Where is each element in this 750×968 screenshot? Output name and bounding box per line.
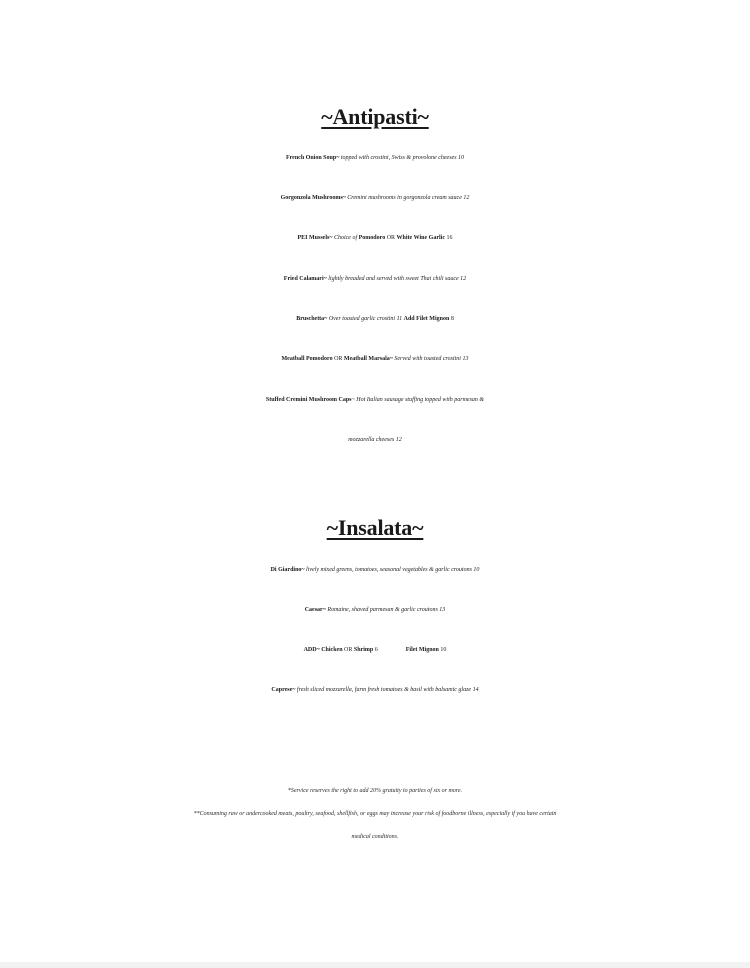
item-option: Pomodoro (358, 235, 386, 241)
item-desc: Over toasted garlic crostini 11 (327, 316, 404, 322)
menu-item-stuffed-mushroom-caps (0, 390, 750, 410)
item-price: 8 (449, 316, 454, 322)
menu-item-stuffed-mushroom-caps-cont (0, 430, 750, 450)
menu-item-pei-mussels (0, 228, 750, 248)
item-name: French Onion Soup~ (285, 155, 340, 161)
menu-item-bruschetta (0, 309, 750, 329)
item-name: PEI Mussels~ (297, 235, 333, 241)
item-name: Di Giardino~ (270, 567, 305, 573)
menu-item-fried-calamari (0, 269, 750, 289)
item-or: OR (385, 235, 397, 241)
menu-item-salad-addons (0, 640, 750, 660)
item-price: 16 (445, 235, 453, 241)
antipasti-title: ~Antipasti~ (321, 104, 429, 129)
insalata-title: ~Insalata~ (326, 515, 424, 540)
item-or: OR (342, 647, 354, 653)
item-desc: lively mixed greens, tomatoes, seasonal vegetables & garlic croutons 10 (304, 567, 480, 573)
item-desc: fresh sliced mozzarella, farm fresh tomatoes & basil with balsamic glaze 14 (295, 687, 479, 693)
item-name: Caprese~ (271, 687, 296, 693)
item-name: Caesar~ (304, 607, 326, 613)
addon-option: Shrimp (353, 647, 374, 653)
item-name-2: Meatball Marsala~ (343, 356, 393, 362)
item-desc: topped with crostini, Swiss & provolone cheeses 10 (339, 155, 465, 161)
item-name: Bruschetta~ (296, 316, 328, 322)
addon-label: ADD~ Chicken (303, 647, 343, 653)
addon-price-2: 10 (438, 647, 447, 653)
item-name: Fried Calamari~ (283, 276, 327, 282)
menu-item-gorgonzola-mushrooms (0, 188, 750, 208)
item-desc: Choice of (332, 235, 359, 241)
footnote-gratuity: *Service reserves the right to add 20% gratuity to parties of six or more. (287, 788, 463, 794)
footnote-consumption-warning: **Consuming raw or undercooked meats, poultry, seafood, shellfish, or eggs may increase your risk of foodborne illness, especially if you have certain (193, 811, 557, 817)
item-addon: Add Filet Mignon (403, 316, 450, 322)
page-bottom-edge (0, 962, 750, 968)
menu-item-di-giardino (0, 560, 750, 580)
item-option: White Wine Garlic (396, 235, 445, 241)
item-desc: Romaine, shaved parmesan & garlic croutons 13 (325, 607, 446, 613)
footnote-consumption-warning-cont: medical conditions. (351, 834, 399, 840)
item-name: Stuffed Cremini Mushroom Caps (265, 397, 352, 403)
menu-item-caprese (0, 680, 750, 700)
item-desc: lightly breaded and served with sweet Thai chili sauce 12 (326, 276, 467, 282)
item-desc: ~ Hot Italian sausage stuffing topped with parmesan & (351, 397, 485, 403)
addon-option-2: Filet Mignon (405, 647, 439, 653)
menu-item-french-onion-soup (0, 148, 750, 168)
item-or: OR (332, 356, 344, 362)
menu-item-meatball (0, 349, 750, 369)
item-desc: Served with toasted crostini 13 (392, 356, 469, 362)
item-name: Gorgonzola Mushrooms~ (280, 195, 346, 201)
item-desc: Cremini mushrooms in gorgonzola cream sauce 12 (345, 195, 470, 201)
item-name: Meatball Pomodoro (281, 356, 333, 362)
menu-item-caesar (0, 600, 750, 620)
addon-price: 6 (373, 647, 378, 653)
item-desc: mozzarella cheeses 12 (348, 437, 402, 443)
